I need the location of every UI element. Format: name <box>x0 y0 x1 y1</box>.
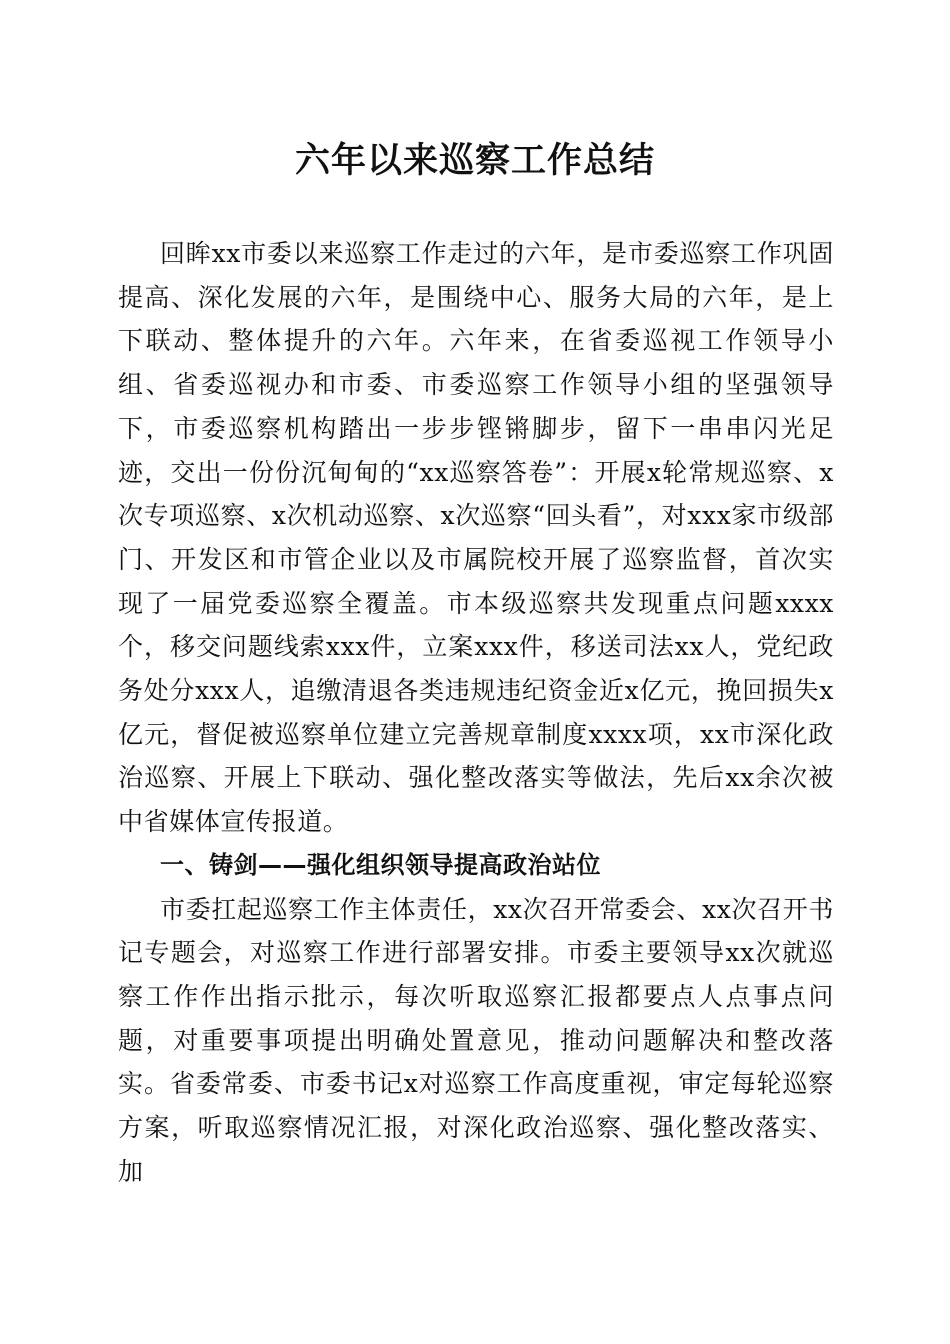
document-title: 六年以来巡察工作总结 <box>294 140 655 181</box>
intro-paragraph: 回眸xx市委以来巡察工作走过的六年，是市委巡察工作巩固提高、深化发展的六年，是围绕中心、服务大局的六年，是上下联动、整体提升的六年。六年来，在省委巡视工作领导小组、省委巡视办和市委、市委巡察工作领导小组的坚强领导下，市委巡察机构踏出一步步铿锵脚步，留下一串串闪光足迹，交出一份份沉甸甸的“xx巡察答卷”：开展x轮常规巡察、x次专项巡察、x次机动巡察、x次巡察“回头看”，对xxx家市级部门、开发区和市管企业以及市属院校开展了巡察监督，首次实现了一届党委巡察全覆盖。市本级巡察共发现重点问题xxxx个，移交问题线索xxx件，立案xxx件，移送司法xx人，党纪政务处分xxx人，追缴清退各类违规违纪资金近x亿元，挽回损失x亿元，督促被巡察单位建立完善规章制度xxxx项，xx市深化政治巡察、开展上下联动、强化整改落实等做法，先后xx余次被中省媒体宣传报道。 <box>118 239 834 837</box>
document-body <box>118 232 834 1193</box>
section-paragraph: 市委扛起巡察工作主体责任，xx次召开常委会、xx次召开书记专题会，对巡察工作进行部署安排。市委主要领导xx次就巡察工作作出指示批示，每次听取巡察汇报都要点人点事点问题，对重要事项提出明确处置意见，推动问题解决和整改落实。省委常委、市委书记x对巡察工作高度重视，审定每轮巡察方案，听取巡察情况汇报，对深化政治巡察、强化整改落实、加 <box>118 894 834 1186</box>
section-heading: 一、铸剑——强化组织领导提高政治站位 <box>160 850 601 879</box>
